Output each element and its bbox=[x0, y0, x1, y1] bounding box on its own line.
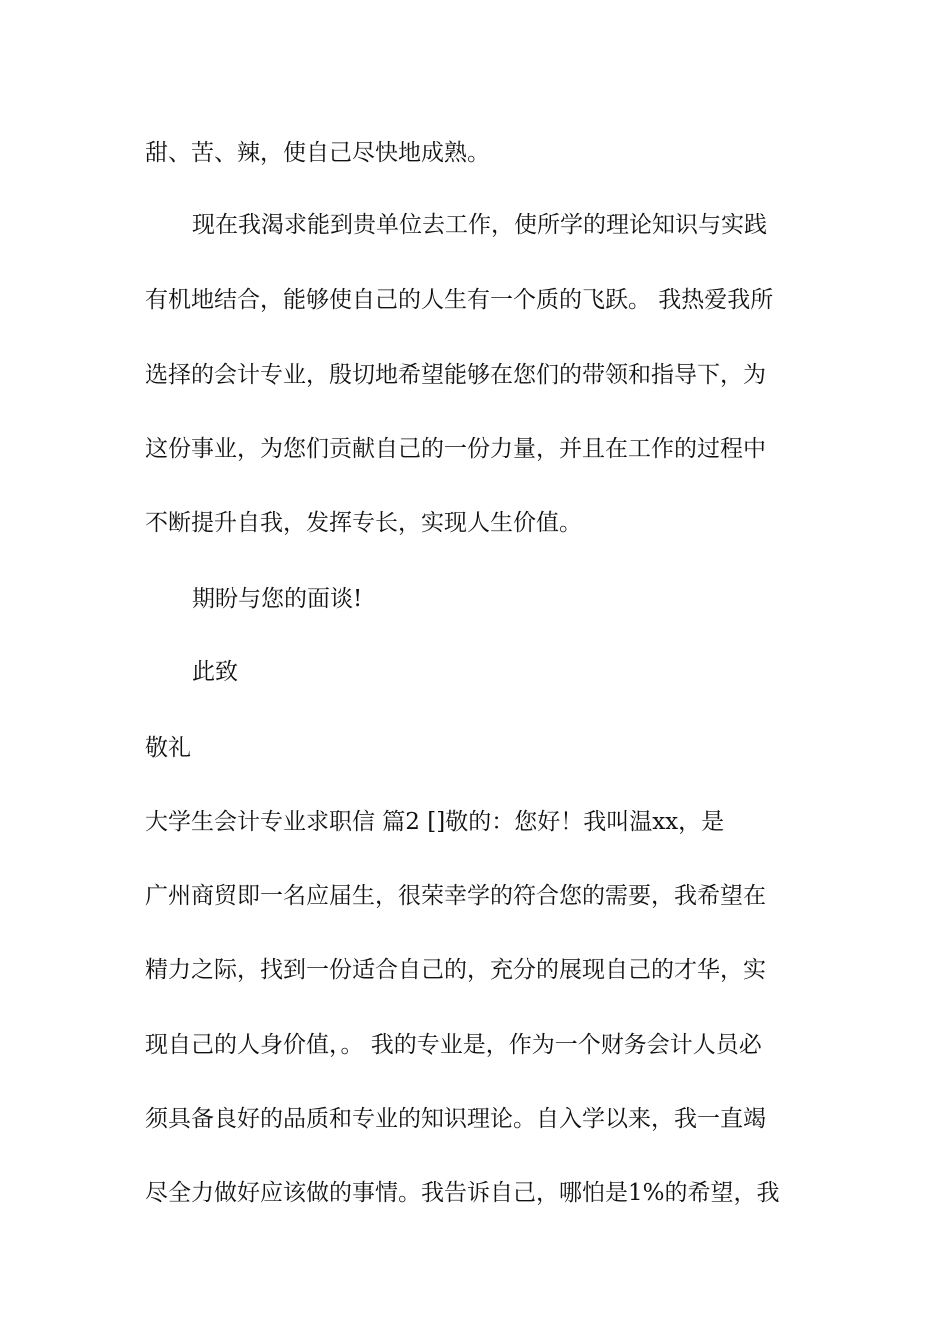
text-line-9: 敬礼 bbox=[145, 735, 191, 761]
text-line-7: 期盼与您的面谈! bbox=[192, 586, 363, 612]
text-line-14: 须具备良好的品质和专业的知识理论。自入学以来，我一直竭 bbox=[145, 1106, 766, 1132]
text-line-3: 有机地结合，能够使自己的人生有一个质的飞跃。 我热爱我所 bbox=[145, 287, 774, 313]
text-line-4: 选择的会计专业，殷切地希望能够在您们的带领和指导下，为 bbox=[145, 362, 766, 388]
text-line-6: 不断提升自我，发挥专长，实现人生价值。 bbox=[145, 510, 582, 536]
text-line-13: 现自己的人身价值，。 我的专业是，作为一个财务会计人员必 bbox=[145, 1032, 762, 1058]
text-line-12: 精力之际，找到一份适合自己的，充分的展现自己的才华，实 bbox=[145, 957, 766, 983]
text-line-2: 现在我渴求能到贵单位去工作，使所学的理论知识与实践 bbox=[192, 212, 767, 238]
text-line-11: 广州商贸即一名应届生，很荣幸学的符合您的需要，我希望在 bbox=[145, 883, 766, 909]
text-line-8: 此致 bbox=[192, 659, 238, 685]
text-line-15: 尽全力做好应该做的事情。我告诉自己，哪怕是1%的希望，我 bbox=[145, 1180, 780, 1206]
text-line-1: 甜、苦、辣，使自己尽快地成熟。 bbox=[145, 140, 490, 166]
text-line-5: 这份事业，为您们贡献自己的一份力量，并且在工作的过程中 bbox=[145, 436, 766, 462]
text-line-10: 大学生会计专业求职信 篇2 []敬的：您好！我叫温xx，是 bbox=[145, 809, 725, 835]
